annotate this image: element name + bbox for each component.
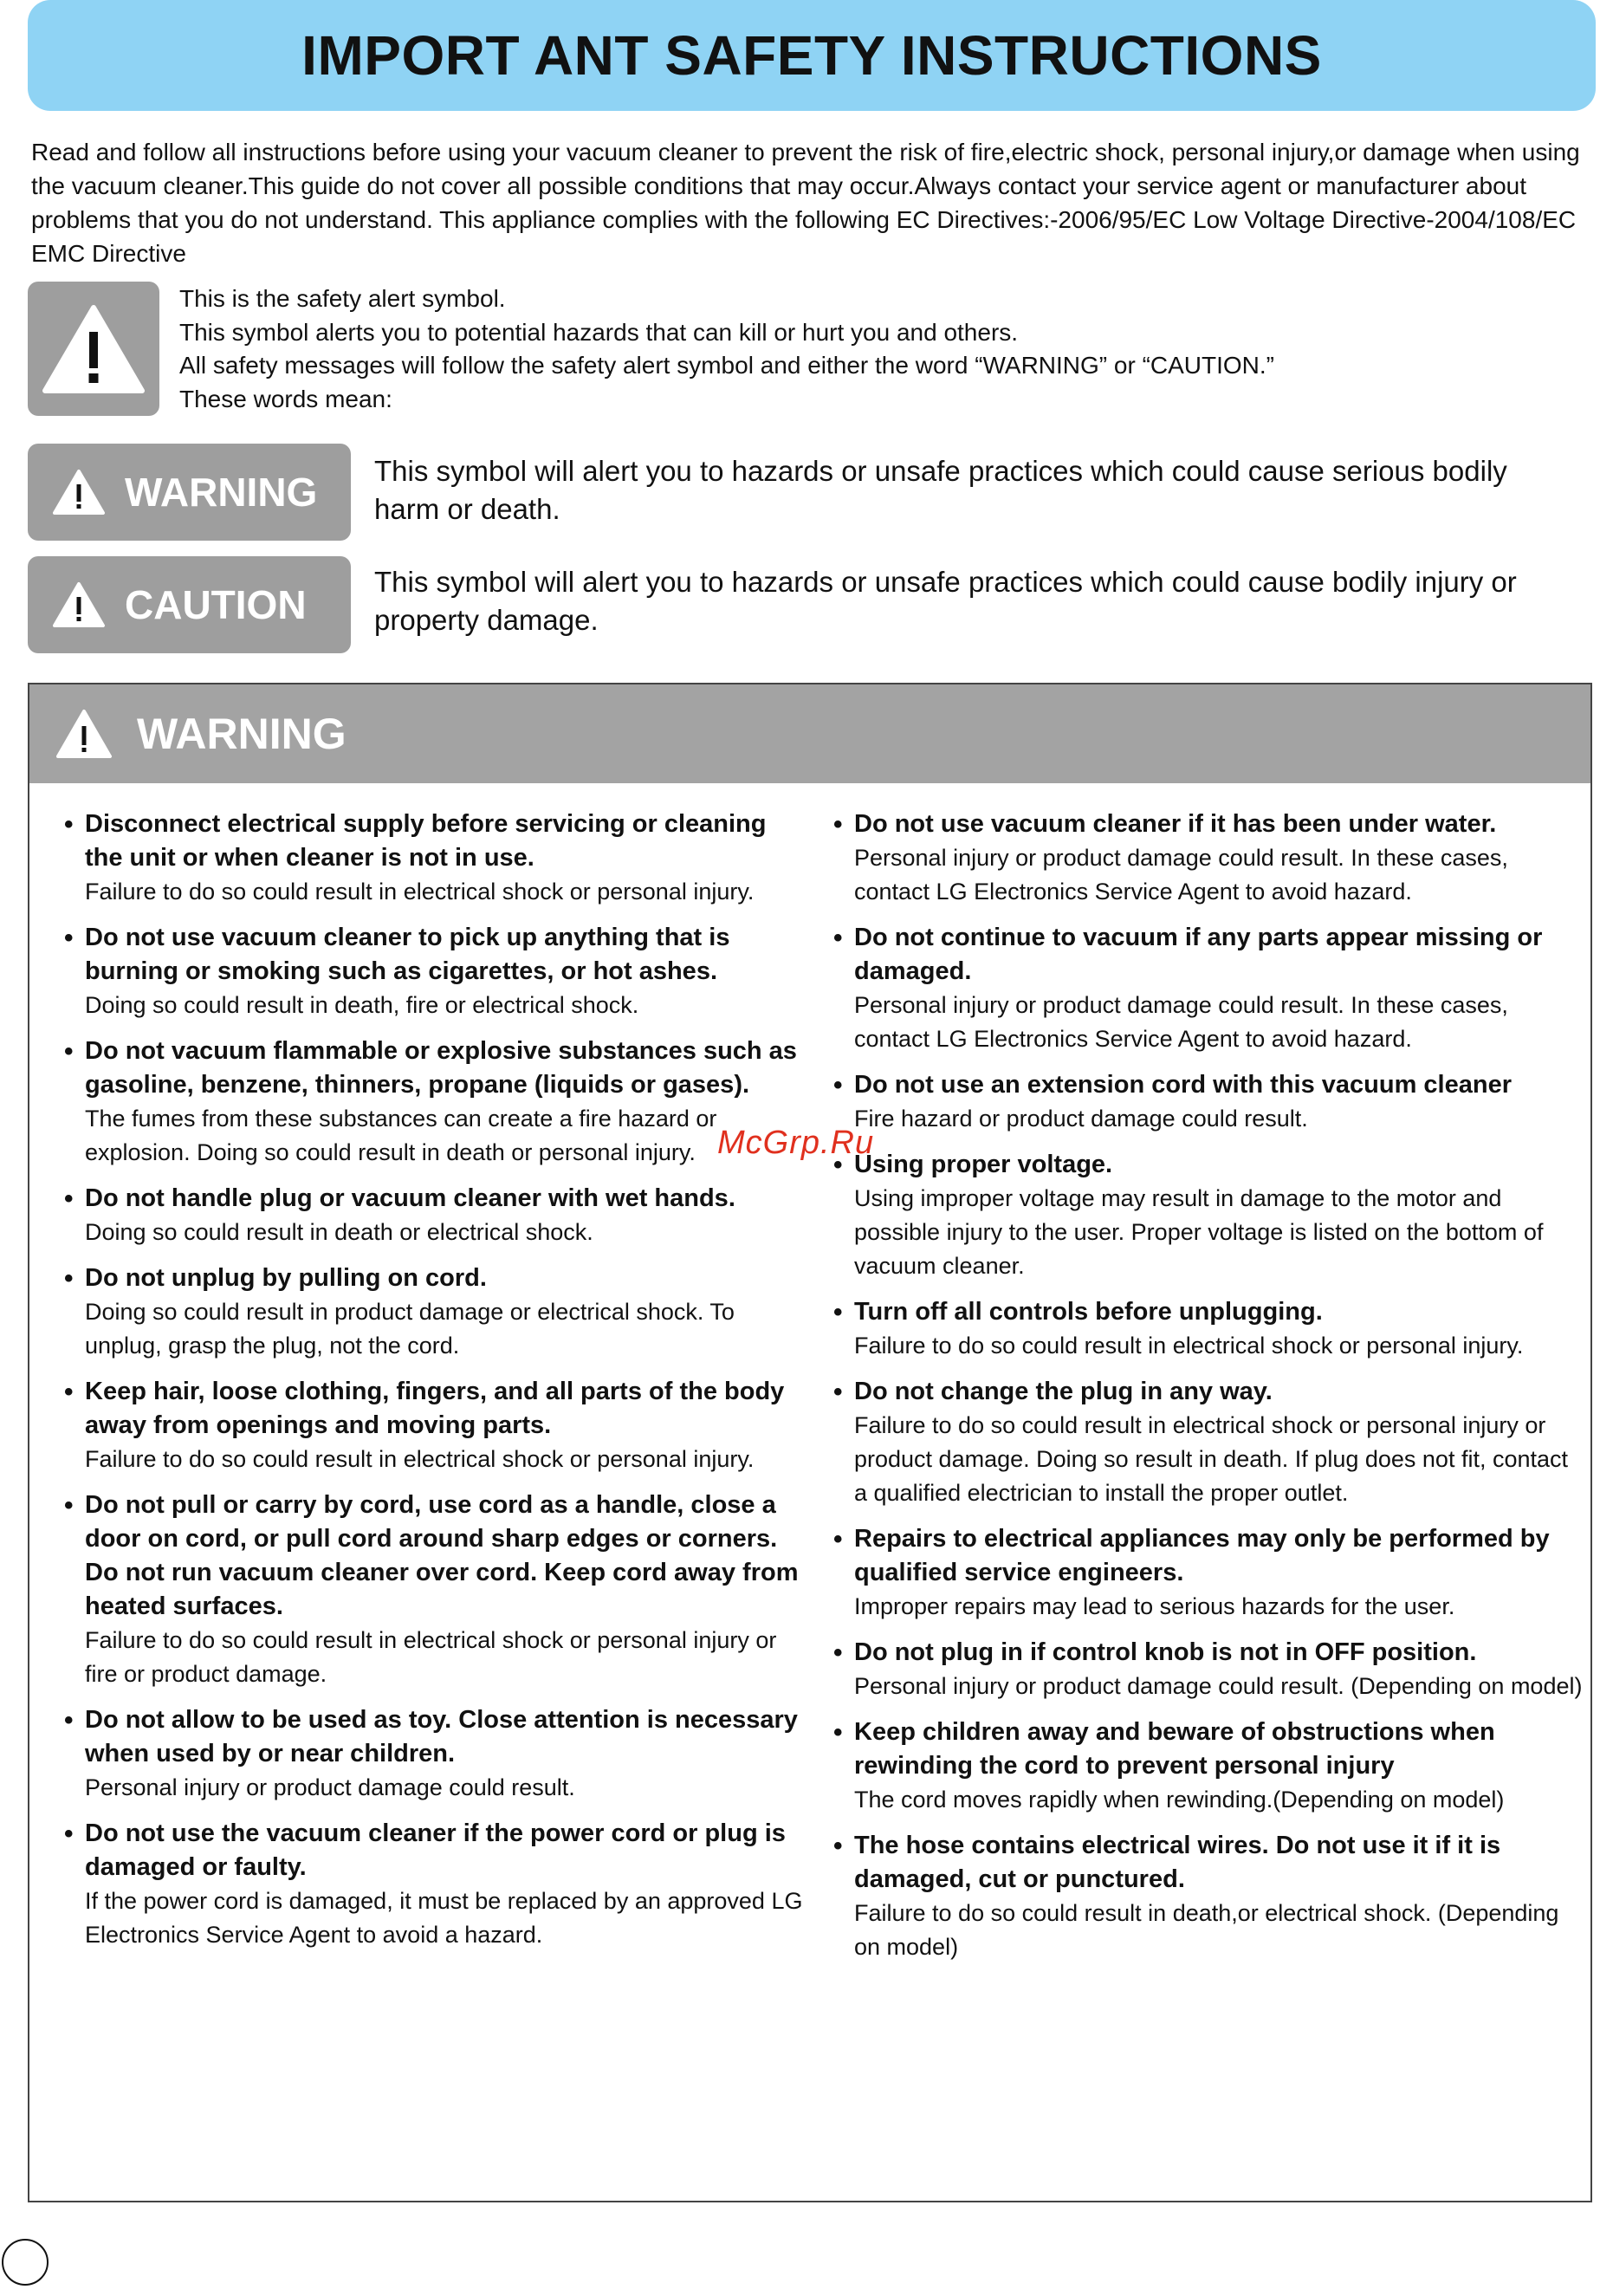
warning-badge bbox=[28, 444, 351, 541]
item-body: Personal injury or product damage could result. bbox=[85, 1774, 575, 1800]
item-body: Personal injury or product damage could result. (Depending on model) bbox=[854, 1673, 1583, 1699]
item-heading: • Do not pull or carry by cord, use cord as a handle, close a door on cord, or pull cord around sharp edges or corners. Do not run vacuum cleaner over cord. Keep cord away from heated surfaces. bbox=[85, 1491, 799, 1620]
item-heading: • Do not change the plug in any way. bbox=[854, 1378, 1273, 1405]
warning-right-column bbox=[833, 807, 1587, 1976]
warning-description: This symbol will alert you to hazards or unsafe practices which could cause serious bodily harm or death. bbox=[374, 455, 1507, 525]
list-item bbox=[64, 921, 811, 1022]
title-banner bbox=[28, 0, 1596, 111]
item-heading: • Do not continue to vacuum if any parts appear missing or damaged. bbox=[854, 924, 1543, 985]
watermark: McGrp.Ru bbox=[717, 1125, 875, 1161]
item-heading: • Keep children away and beware of obstructions when rewinding the cord to prevent personal injury bbox=[854, 1718, 1495, 1780]
safety-alert-symbol bbox=[28, 282, 159, 416]
caution-badge bbox=[28, 556, 351, 653]
caution-description: This symbol will alert you to hazards or unsafe practices which could cause bodily injury or property damage. bbox=[374, 566, 1517, 636]
warning-section-title: WARNING bbox=[137, 710, 347, 758]
item-heading: • Using proper voltage. bbox=[854, 1151, 1113, 1178]
alert-line: All safety messages will follow the safety alert symbol and either the word “WARNING” or “CAUTION.” bbox=[179, 352, 1275, 379]
item-body: The fumes from these substances can create a fire hazard or explosion. Doing so could result in death or personal injury. bbox=[85, 1106, 717, 1165]
list-item bbox=[833, 1716, 1587, 1817]
item-body: Failure to do so could result in electrical shock or personal injury. bbox=[854, 1333, 1524, 1359]
list-item bbox=[64, 1262, 811, 1363]
alert-line: These words mean: bbox=[179, 385, 392, 412]
item-body: Doing so could result in product damage or electrical shock. To unplug, grasp the plug, not the cord. bbox=[85, 1299, 735, 1359]
item-body: Failure to do so could result in electrical shock or personal injury or product damage. Doing so result in death. If plug does not fit, contact a qualified electrician to install the proper outlet. bbox=[854, 1412, 1569, 1506]
item-body: Failure to do so could result in electrical shock or personal injury or fire or product damage. bbox=[85, 1627, 777, 1687]
item-heading: • Disconnect electrical supply before servicing or cleaning the unit or when cleaner is not in use. bbox=[85, 810, 767, 872]
item-body: If the power cord is damaged, it must be replaced by an approved LG Electronics Service Agent to avoid a hazard. bbox=[85, 1888, 803, 1948]
list-item bbox=[833, 1522, 1587, 1624]
list-item bbox=[833, 1148, 1587, 1283]
alert-line: This is the safety alert symbol. bbox=[179, 285, 506, 312]
list-item bbox=[64, 1182, 811, 1249]
item-body: Using improper voltage may result in damage to the motor and possible injury to the user. Proper voltage is listed on the bottom of vacuum cleaner. bbox=[854, 1185, 1544, 1279]
warning-section bbox=[28, 683, 1592, 2202]
alert-symbol-text bbox=[179, 282, 1274, 416]
item-body: Improper repairs may lead to serious hazards for the user. bbox=[854, 1593, 1455, 1619]
item-heading: • Do not unplug by pulling on cord. bbox=[85, 1264, 487, 1292]
item-body: Doing so could result in death, fire or electrical shock. bbox=[85, 992, 639, 1018]
warning-section-header bbox=[29, 684, 1590, 783]
warning-triangle-icon bbox=[52, 469, 106, 516]
item-heading: • Do not use vacuum cleaner if it has been under water. bbox=[854, 810, 1497, 838]
warning-label: WARNING bbox=[125, 470, 318, 515]
item-heading: • Do not plug in if control knob is not in OFF position. bbox=[854, 1638, 1477, 1666]
item-heading: • Do not use vacuum cleaner to pick up anything that is burning or smoking such as cigarettes, or hot ashes. bbox=[85, 924, 730, 985]
caution-label: CAUTION bbox=[125, 582, 307, 627]
list-item bbox=[833, 1636, 1587, 1703]
page-title: IMPORT ANT SAFETY INSTRUCTIONS bbox=[301, 24, 1322, 87]
item-heading: • The hose contains electrical wires. Do not use it if it is damaged, cut or punctured. bbox=[854, 1832, 1501, 1893]
exclamation-triangle-icon bbox=[42, 304, 145, 394]
item-heading: • Do not use the vacuum cleaner if the power cord or plug is damaged or faulty. bbox=[85, 1819, 786, 1881]
item-heading: • Do not use an extension cord with this vacuum cleaner bbox=[854, 1071, 1512, 1099]
warning-triangle-icon bbox=[55, 709, 113, 759]
list-item bbox=[64, 1817, 811, 1952]
item-body: Fire hazard or product damage could result. bbox=[854, 1106, 1308, 1132]
item-body: Failure to do so could result in electrical shock or personal injury. bbox=[85, 1446, 755, 1472]
item-heading: • Do not handle plug or vacuum cleaner with wet hands. bbox=[85, 1184, 735, 1212]
list-item bbox=[833, 921, 1587, 1056]
list-item bbox=[833, 1295, 1587, 1363]
item-body: The cord moves rapidly when rewinding.(Depending on model) bbox=[854, 1787, 1505, 1813]
list-item bbox=[833, 1068, 1587, 1136]
item-heading: • Keep hair, loose clothing, fingers, and all parts of the body away from openings and moving parts. bbox=[85, 1378, 785, 1439]
list-item bbox=[833, 1829, 1587, 1964]
list-item bbox=[64, 1703, 811, 1805]
item-body: Failure to do so could result in death,or electrical shock. (Depending on model) bbox=[854, 1900, 1559, 1960]
item-body: Personal injury or product damage could result. In these cases, contact LG Electronics Service Agent to avoid hazard. bbox=[854, 992, 1508, 1052]
item-heading: • Repairs to electrical appliances may only be performed by qualified service engineers. bbox=[854, 1525, 1550, 1586]
item-body: Failure to do so could result in electrical shock or personal injury. bbox=[85, 879, 755, 905]
item-body: Doing so could result in death or electrical shock. bbox=[85, 1219, 593, 1245]
caution-triangle-icon bbox=[52, 581, 106, 628]
warning-left-column bbox=[64, 807, 811, 1964]
item-body: Personal injury or product damage could result. In these cases, contact LG Electronics Service Agent to avoid hazard. bbox=[854, 845, 1508, 905]
intro-paragraph: Read and follow all instructions before using your vacuum cleaner to prevent the risk of fire,electric shock, personal injury,or damage when using the vacuum cleaner.This guide do not cover all possible conditions that may occur.Always contact your service agent or manufacturer about problems that you do not understand. This appliance complies with the following EC Directives:-2006/95/EC Low Voltage Directive-2004/108/EC EMC Directive bbox=[31, 139, 1580, 267]
item-heading: • Do not vacuum flammable or explosive substances such as gasoline, benzene, thinners, propane (liquids or gases). bbox=[85, 1037, 797, 1099]
item-heading: • Turn off all controls before unplugging. bbox=[854, 1298, 1323, 1326]
list-item bbox=[833, 1375, 1587, 1510]
alert-line: This symbol alerts you to potential hazards that can kill or hurt you and others. bbox=[179, 318, 1019, 346]
list-item bbox=[64, 1375, 811, 1476]
list-item bbox=[64, 1489, 811, 1691]
page-number-marker bbox=[2, 2239, 49, 2286]
list-item bbox=[64, 1034, 811, 1170]
list-item bbox=[833, 807, 1587, 909]
list-item bbox=[64, 807, 811, 909]
item-heading: • Do not allow to be used as toy. Close attention is necessary when used by or near children. bbox=[85, 1706, 798, 1767]
